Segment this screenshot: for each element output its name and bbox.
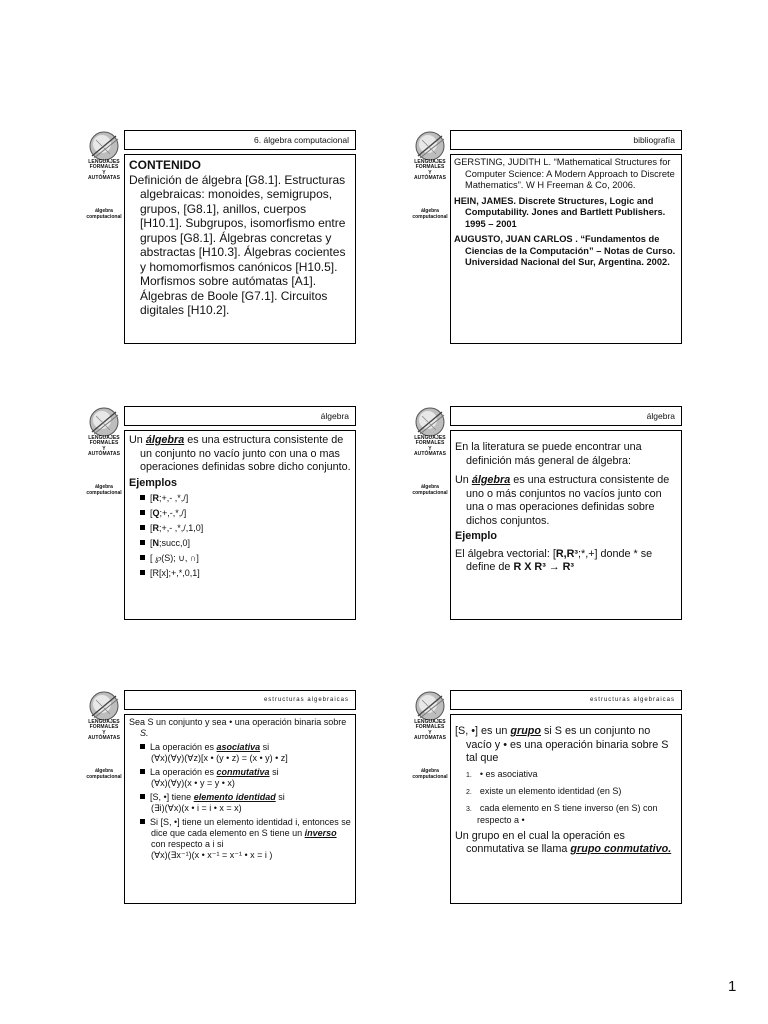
example-item: [R;+,- ,*,/]: [129, 493, 351, 504]
commutative-group-definition: Un grupo en el cual la operación es conmutativa se llama grupo conmutativo.: [455, 829, 672, 855]
slide-header: estructuras algebraicas: [124, 690, 356, 710]
example-item: [R[x];+,*,0,1]: [129, 568, 351, 579]
course-topic: álgebra computacional: [412, 484, 448, 496]
property-associative: La operación es asociativa si (∀x)(∀y)(∀z)[x • (y • z) = (x • y) • z]: [129, 742, 351, 764]
general-definition-paragraph: Un álgebra es una estructura consistente de uno o más conjuntos no vacíos junto con una o mas operaciones definidas sobre dichos conjuntos.: [455, 474, 670, 527]
slide-header: bibliografía: [450, 130, 682, 150]
course-topic: álgebra computacional: [86, 208, 122, 220]
course-topic: álgebra computacional: [86, 484, 122, 496]
slide-grupo: [408, 684, 684, 906]
course-topic: álgebra computacional: [86, 768, 122, 780]
slide-sidebar: [82, 684, 124, 906]
group-definition: [S, •] es un grupo si S es un conjunto no vacío y • es una operación binaria sobre S tal que: [455, 725, 669, 764]
literature-paragraph: En la literatura se puede encontrar una definición más general de álgebra:: [455, 441, 642, 467]
slide-sidebar: [408, 684, 450, 906]
reference-gersting: GERSTING, JUDITH L. “Mathematical Structures for Computer Science: A Modern Approach to Discrete Mathematics”. W H Freeman & Co, 2006.: [454, 157, 675, 190]
intro-paragraph: Sea S un conjunto y sea • una operación binaria sobre S.: [129, 717, 347, 738]
slide-algebra-general: [408, 400, 684, 622]
definition-paragraph: Un álgebra es una estructura consistente de un conjunto no vacío junto con una o mas operaciones definidas sobre dicho conjunto.: [129, 434, 351, 473]
slide-sidebar: [82, 400, 124, 622]
example-item: [N;succ,0]: [129, 538, 351, 549]
course-topic: álgebra computacional: [412, 208, 448, 220]
slide-header: álgebra: [124, 406, 356, 426]
course-logo-icon: [88, 130, 120, 162]
slide-contenido: [82, 124, 358, 346]
course-logo-icon: [88, 406, 120, 438]
slide-header: álgebra: [450, 406, 682, 426]
property-commutative: La operación es conmutativa si (∀x)(∀y)(x • y = y • x): [129, 767, 351, 789]
course-topic: álgebra computacional: [412, 768, 448, 780]
slide-sidebar: [408, 124, 450, 346]
course-logo-icon: [414, 690, 446, 722]
group-condition: 2. existe un elemento identidad (en S): [466, 785, 622, 796]
example-title: Ejemplo: [455, 530, 497, 542]
property-inverse: Si [S, •] tiene un elemento identidad i, entonces se dice que cada elemento en S tiene un inverso con respecto a i si (∀x)(∃x⁻¹)(x • x⁻¹ = x⁻¹ • x = i ): [129, 817, 351, 861]
examples-title: Ejemplos: [129, 476, 178, 489]
slide-body: [124, 430, 356, 620]
slide-estructuras-propiedades: [82, 684, 358, 906]
slide-sidebar: [82, 124, 124, 346]
slide-bibliografia: [408, 124, 684, 346]
slide-sidebar: [408, 400, 450, 622]
property-identity: [S, •] tiene elemento identidad si (∃i)(∀x)(x • i = i • x = x): [129, 792, 351, 814]
slide-header: 6. álgebra computacional: [124, 130, 356, 150]
slide-body: [450, 430, 682, 620]
course-logo-icon: [88, 690, 120, 722]
course-name: LENGUAJES FORMALES Y AUTÓMATAS: [87, 159, 121, 181]
slide-body: [124, 714, 356, 904]
course-name: LENGUAJES FORMALES Y AUTÓMATAS: [413, 159, 447, 181]
reference-hein: HEIN, JAMES. Discrete Structures, Logic and Computability. Jones and Bartlett Publishers. 1995 – 2001: [454, 195, 666, 229]
example-item: [ ℘(S); ∪, ∩]: [129, 553, 351, 564]
slide-header: estructuras algebraicas: [450, 690, 682, 710]
slide-title: CONTENIDO: [129, 158, 201, 172]
course-name: LENGUAJES FORMALES Y AUTÓMATAS: [87, 719, 121, 741]
slide-body: [450, 714, 682, 904]
group-condition: 1. • es asociativa: [466, 768, 538, 779]
course-logo-icon: [414, 406, 446, 438]
example-item: [Q;+,-,*,/]: [129, 508, 351, 519]
slide-algebra-definicion: [82, 400, 358, 622]
course-name: LENGUAJES FORMALES Y AUTÓMATAS: [413, 719, 447, 741]
course-logo-icon: [414, 130, 446, 162]
course-name: LENGUAJES FORMALES Y AUTÓMATAS: [87, 435, 121, 457]
slide-body: [124, 154, 356, 344]
example-item: [R;+,- ,*,/,1,0]: [129, 523, 351, 534]
page-number: 1: [728, 978, 737, 995]
course-name: LENGUAJES FORMALES Y AUTÓMATAS: [413, 435, 447, 457]
reference-augusto: AUGUSTO, JUAN CARLOS . “Fundamentos de Ciencias de la Computación” – Notas de Curso. Universidad Nacional del Sur, Argentina. 2002.: [454, 234, 676, 267]
contents-paragraph: Definición de álgebra [G8.1]. Estructuras algebraicas: monoides, semigrupos, grupos, [G8.1], anillos, cuerpos [H10.1]. Subgrupos, isomorfismo entre grupos [G8.1]. Álgebras concretas y abstractas [H10.3]. Álgebras cocientes y homomorfismos canónicos [H10.5]. Morfismos sobre autómatas [A1]. Álgebras de Boole [G7.1]. Circuitos digitales [H10.2].: [129, 172, 346, 317]
slide-body: [450, 154, 682, 344]
group-condition: 3. cada elemento en S tiene inverso (en S) con respecto a •: [466, 802, 658, 825]
vector-algebra-example: El álgebra vectorial: [R,R³;*,+] donde * se define de R X R³ → R³: [455, 547, 653, 573]
